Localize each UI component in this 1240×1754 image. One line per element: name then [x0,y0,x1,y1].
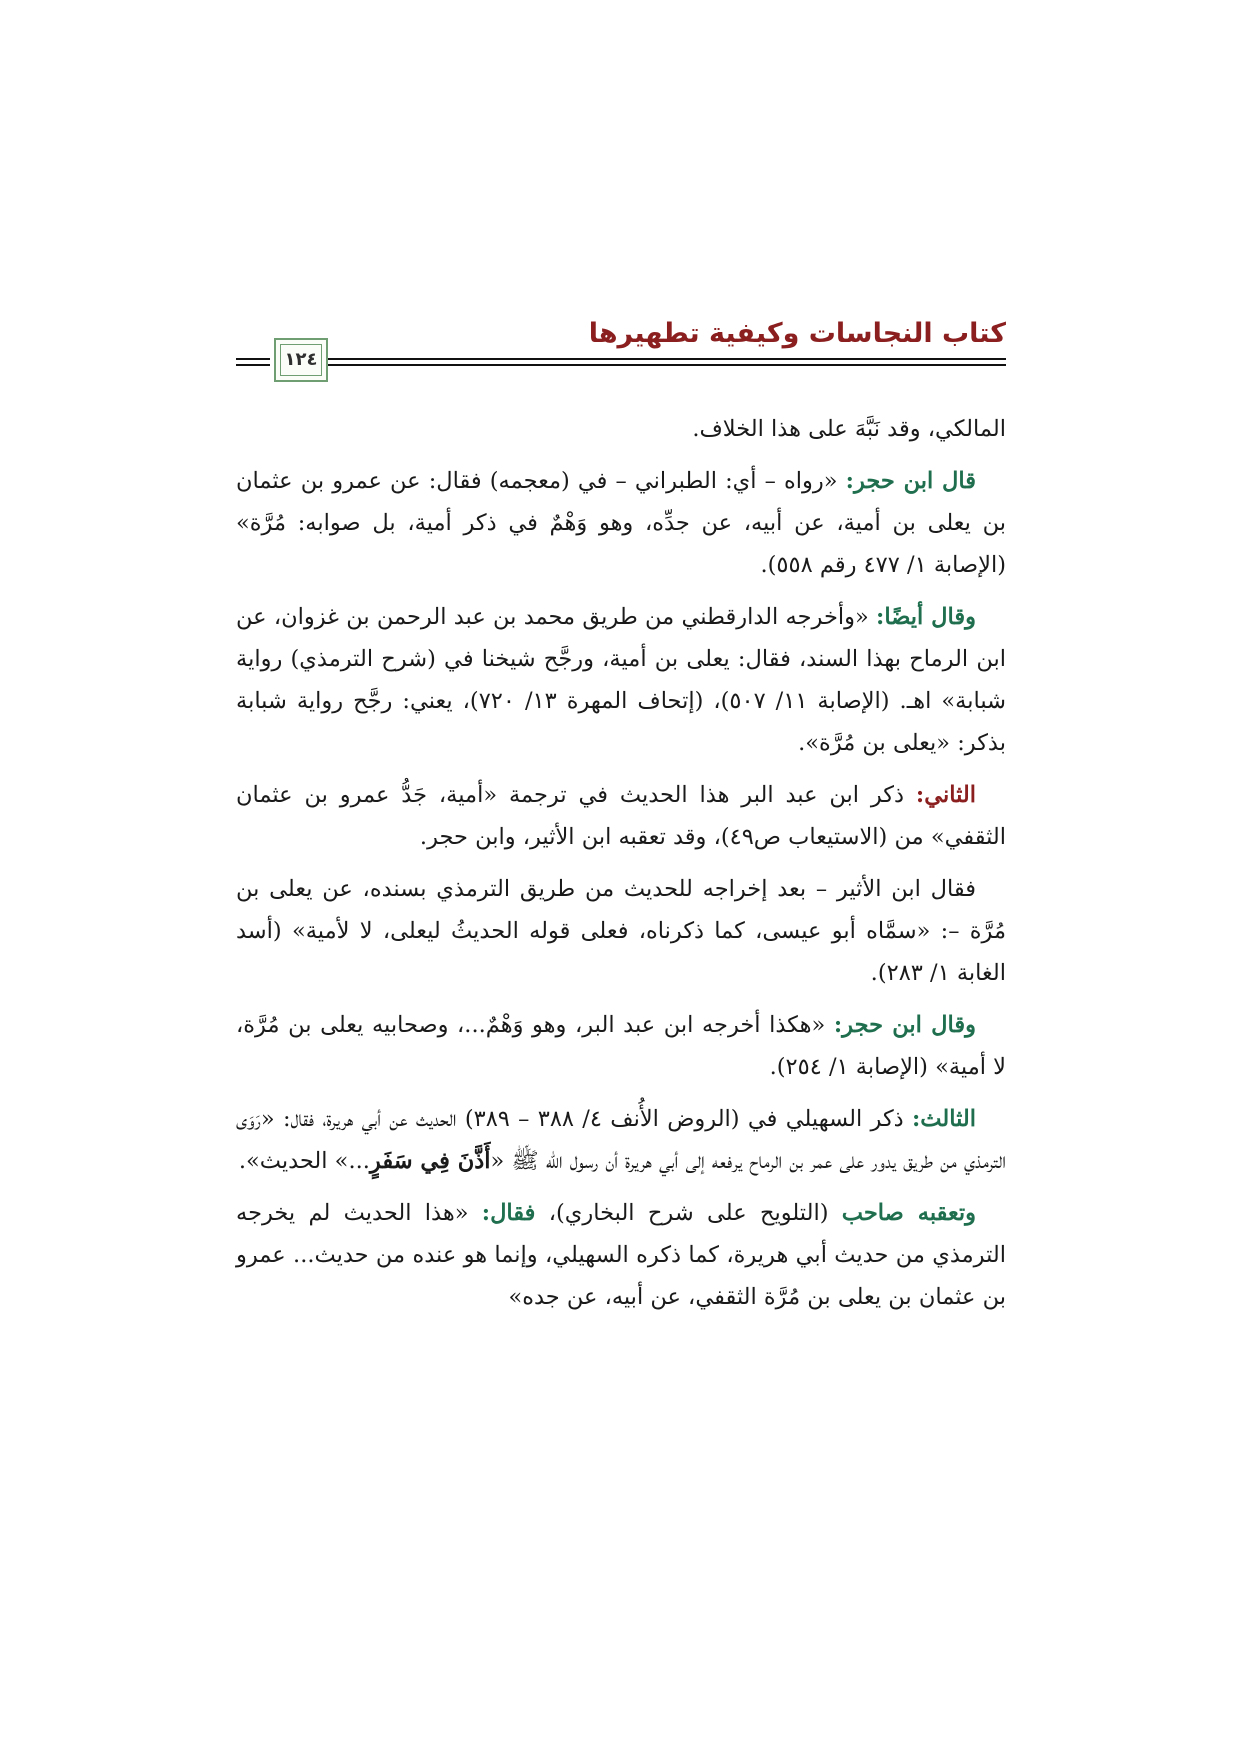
paragraph-8: وتعقبه صاحب (التلويح على شرح البخاري)، فقال: «هذا الحديث لم يخرجه الترمذي من حديث أبي هريرة، كما ذكره السهيلي، وإنما هو عنده من حديث... عمرو بن عثمان بن يعلى بن مُرَّة الثقفي، عن أبيه، عن جده» [236,1200,1006,1310]
paragraph-label-secondary: فقال: [481,1200,536,1226]
paragraph-label: وتعقبه صاحب [841,1200,976,1226]
paragraph-7: الثالث: ذكر السهيلي في (الروض الأُنف ٤/ ٣٨٨ – ٣٨٩) الحديث عن أبي هريرة، فقال: «رَوَى الترمذي من طريق يدور على عمر بن الرماح يرفعه إلى أبي هريرة أن رسول الله ﷺ «أَذَّنَ فِي سَفَرٍ...» الحديث». [236,1106,1006,1174]
bold-hadith-quote: أَذَّنَ فِي سَفَرٍ [369,1148,491,1174]
paragraph-5: فقال ابن الأثير – بعد إخراجه للحديث من طريق الترمذي بسنده، عن يعلى بن مُرَّة –: «سمَّاه أبو عيسى، كما ذكرناه، فعلى قوله الحديثُ ليعلى، لا لأمية» (أسد الغابة ١/ ٢٨٣). [236,876,1006,986]
page-number: ١٢٤ [284,349,318,370]
paragraph-label: وقال أيضًا: [876,604,977,630]
paragraph-label: وقال ابن حجر: [833,1012,976,1038]
paragraph-2: قال ابن حجر: «رواه – أي: الطبراني – في (معجمه) فقال: عن عمرو بن عثمان بن يعلى بن أمية، عن أبيه، عن جدِّه، وهو وَهْمٌ في ذكر أمية، بل صوابه: مُرَّة» (الإصابة ١/ ٤٧٧ رقم ٥٥٨). [236,468,1006,578]
paragraph-label: الثاني: [915,782,976,808]
paragraph-label: الثالث: [912,1106,977,1132]
page-header [236,318,1006,388]
paragraph-4: الثاني: ذكر ابن عبد البر هذا الحديث في ترجمة «أمية، جَدُّ عمرو بن عثمان الثقفي» من (الاستيعاب ص٤٩)، وقد تعقبه ابن الأثير، وابن حجر. [236,782,1006,850]
paragraph-1: المالكي، وقد نَبَّهَ على هذا الخلاف. [692,416,1006,442]
paragraph-3: وقال أيضًا: «وأخرجه الدارقطني من طريق محمد بن عبد الرحمن بن غزوان، عن ابن الرماح بهذا السند، فقال: يعلى بن أمية، ورجَّح شيخنا في (شرح الترمذي) رواية شبابة» اهـ. (الإصابة ١١/ ٥٠٧)، (إتحاف المهرة ١٣/ ٧٢٠)، يعني: رجَّح رواية شبابة بذكر: «يعلى بن مُرَّة». [236,604,1006,756]
paragraph-6: وقال ابن حجر: «هكذا أخرجه ابن عبد البر، وهو وَهْمٌ...، وصحابيه يعلى بن مُرَّة، لا أمية» (الإصابة ١/ ٢٥٤). [236,1012,1006,1080]
header-rule-top [302,358,1006,360]
page-number-badge [274,338,328,382]
page-content [236,408,1006,1328]
header-rule-bottom [302,364,1006,366]
header-rule-tail-bottom [236,364,270,366]
book-title: كتاب النجاسات وكيفية تطهيرها [588,318,1006,349]
paragraph-label: قال ابن حجر: [845,468,977,494]
header-rule-tail-top [236,358,270,360]
